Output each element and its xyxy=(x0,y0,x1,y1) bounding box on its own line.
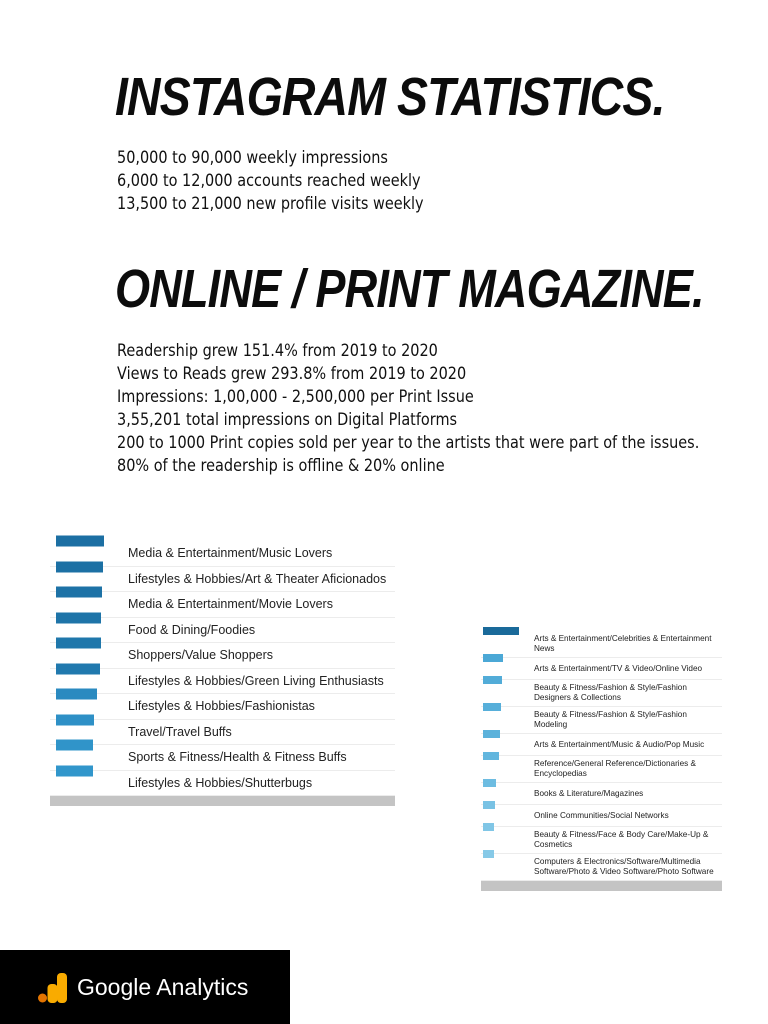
affinity-category-label: Sports & Fitness/Health & Fitness Buffs xyxy=(128,750,347,765)
in-market-row xyxy=(481,680,722,707)
magazine-stat-line: 80% of the readership is offline & 20% online xyxy=(117,456,445,476)
in-market-row xyxy=(481,783,722,805)
in-market-category-label: Beauty & Fitness/Fashion & Style/Fashion Modeling xyxy=(534,710,687,729)
affinity-bar xyxy=(56,714,94,725)
in-market-row xyxy=(481,756,722,783)
in-market-bar xyxy=(483,823,494,831)
instagram-stat-line: 50,000 to 90,000 weekly impressions xyxy=(117,148,388,168)
instagram-heading: INSTAGRAM STATISTICS. xyxy=(115,67,665,127)
magazine-stat-line: Views to Reads grew 293.8% from 2019 to 2020 xyxy=(117,364,467,384)
instagram-stat-line: 13,500 to 21,000 new profile visits weekly xyxy=(117,194,424,214)
in-market-row xyxy=(481,734,722,756)
affinity-bar xyxy=(56,561,103,572)
affinity-bar xyxy=(56,612,101,623)
in-market-row xyxy=(481,631,722,658)
in-market-category-label: Reference/General Reference/Dictionaries & Encyclopedias xyxy=(534,759,697,778)
google-analytics-banner xyxy=(0,950,290,1024)
affinity-row xyxy=(50,771,395,797)
affinity-category-label: Lifestyles & Hobbies/Shutterbugs xyxy=(128,775,313,790)
in-market-category-label: Arts & Entertainment/Music & Audio/Pop Music xyxy=(534,739,705,749)
in-market-row xyxy=(481,854,722,881)
affinity-row xyxy=(50,669,395,695)
in-market-row xyxy=(481,658,722,680)
in-market-row xyxy=(481,805,722,827)
in-market-bar xyxy=(483,730,500,738)
in-market-category-label: Arts & Entertainment/Celebrities & Entertainment News xyxy=(534,634,712,653)
affinity-bar xyxy=(56,587,102,598)
magazine-heading: ONLINE / PRINT MAGAZINE. xyxy=(115,259,704,319)
affinity-bar xyxy=(56,689,97,700)
in-market-bar xyxy=(483,779,496,787)
affinity-bar xyxy=(56,536,104,547)
magazine-stat-line: Impressions: 1,00,000 - 2,500,000 per Print Issue xyxy=(117,387,474,407)
magazine-stat-line: 3,55,201 total impressions on Digital Platforms xyxy=(117,410,458,430)
magazine-stat-line: Readership grew 151.4% from 2019 to 2020 xyxy=(117,341,438,361)
affinity-rows xyxy=(50,541,395,796)
affinity-row xyxy=(50,618,395,644)
affinity-bar xyxy=(56,765,93,776)
in-market-bar xyxy=(483,801,495,809)
affinity-category-label: Media & Entertainment/Movie Lovers xyxy=(128,597,333,612)
magazine-stat-line: 200 to 1000 Print copies sold per year to the artists that were part of the issues. xyxy=(117,433,700,453)
magazine-stats-list xyxy=(117,340,699,478)
affinity-bar xyxy=(56,663,100,674)
affinity-category-label: Lifestyles & Hobbies/Fashionistas xyxy=(128,699,315,714)
affinity-category-label: Shoppers/Value Shoppers xyxy=(128,648,274,663)
affinity-bar xyxy=(56,638,101,649)
in-market-categories-chart xyxy=(481,631,722,891)
affinity-category-label: Lifestyles & Hobbies/Art & Theater Aficionados xyxy=(128,571,387,586)
google-analytics-logo-icon xyxy=(38,973,68,1003)
in-market-bar xyxy=(483,627,519,635)
in-market-category-label: Arts & Entertainment/TV & Video/Online Video xyxy=(534,663,703,673)
google-analytics-label: Google Analytics xyxy=(77,974,249,1000)
in-market-category-label: Beauty & Fitness/Face & Body Care/Make-Up & Cosmetics xyxy=(534,830,709,849)
affinity-categories-chart xyxy=(50,541,395,806)
in-market-bar xyxy=(483,654,503,662)
in-market-row xyxy=(481,707,722,734)
affinity-row xyxy=(50,720,395,746)
chart-footer-bar xyxy=(481,881,722,891)
affinity-row xyxy=(50,592,395,618)
affinity-category-label: Travel/Travel Buffs xyxy=(128,724,232,739)
in-market-bar xyxy=(483,752,499,760)
affinity-bar xyxy=(56,740,93,751)
instagram-stats-list xyxy=(117,147,424,216)
affinity-row xyxy=(50,694,395,720)
in-market-bar xyxy=(483,703,501,711)
instagram-stat-line: 6,000 to 12,000 accounts reached weekly xyxy=(117,171,421,191)
affinity-category-label: Media & Entertainment/Music Lovers xyxy=(128,546,333,561)
in-market-rows xyxy=(481,631,722,881)
in-market-category-label: Computers & Electronics/Software/Multimedia Software/Photo & Video Software/Photo Software xyxy=(534,857,714,876)
in-market-category-label: Books & Literature/Magazines xyxy=(534,788,644,798)
affinity-row xyxy=(50,745,395,771)
affinity-category-label: Food & Dining/Foodies xyxy=(128,622,256,637)
affinity-row xyxy=(50,643,395,669)
in-market-row xyxy=(481,827,722,854)
affinity-category-label: Lifestyles & Hobbies/Green Living Enthusiasts xyxy=(128,673,384,688)
in-market-bar xyxy=(483,850,494,858)
chart-footer-bar xyxy=(50,796,395,806)
in-market-category-label: Beauty & Fitness/Fashion & Style/Fashion Designers & Collections xyxy=(534,683,687,702)
in-market-bar xyxy=(483,676,502,684)
in-market-category-label: Online Communities/Social Networks xyxy=(534,810,669,820)
